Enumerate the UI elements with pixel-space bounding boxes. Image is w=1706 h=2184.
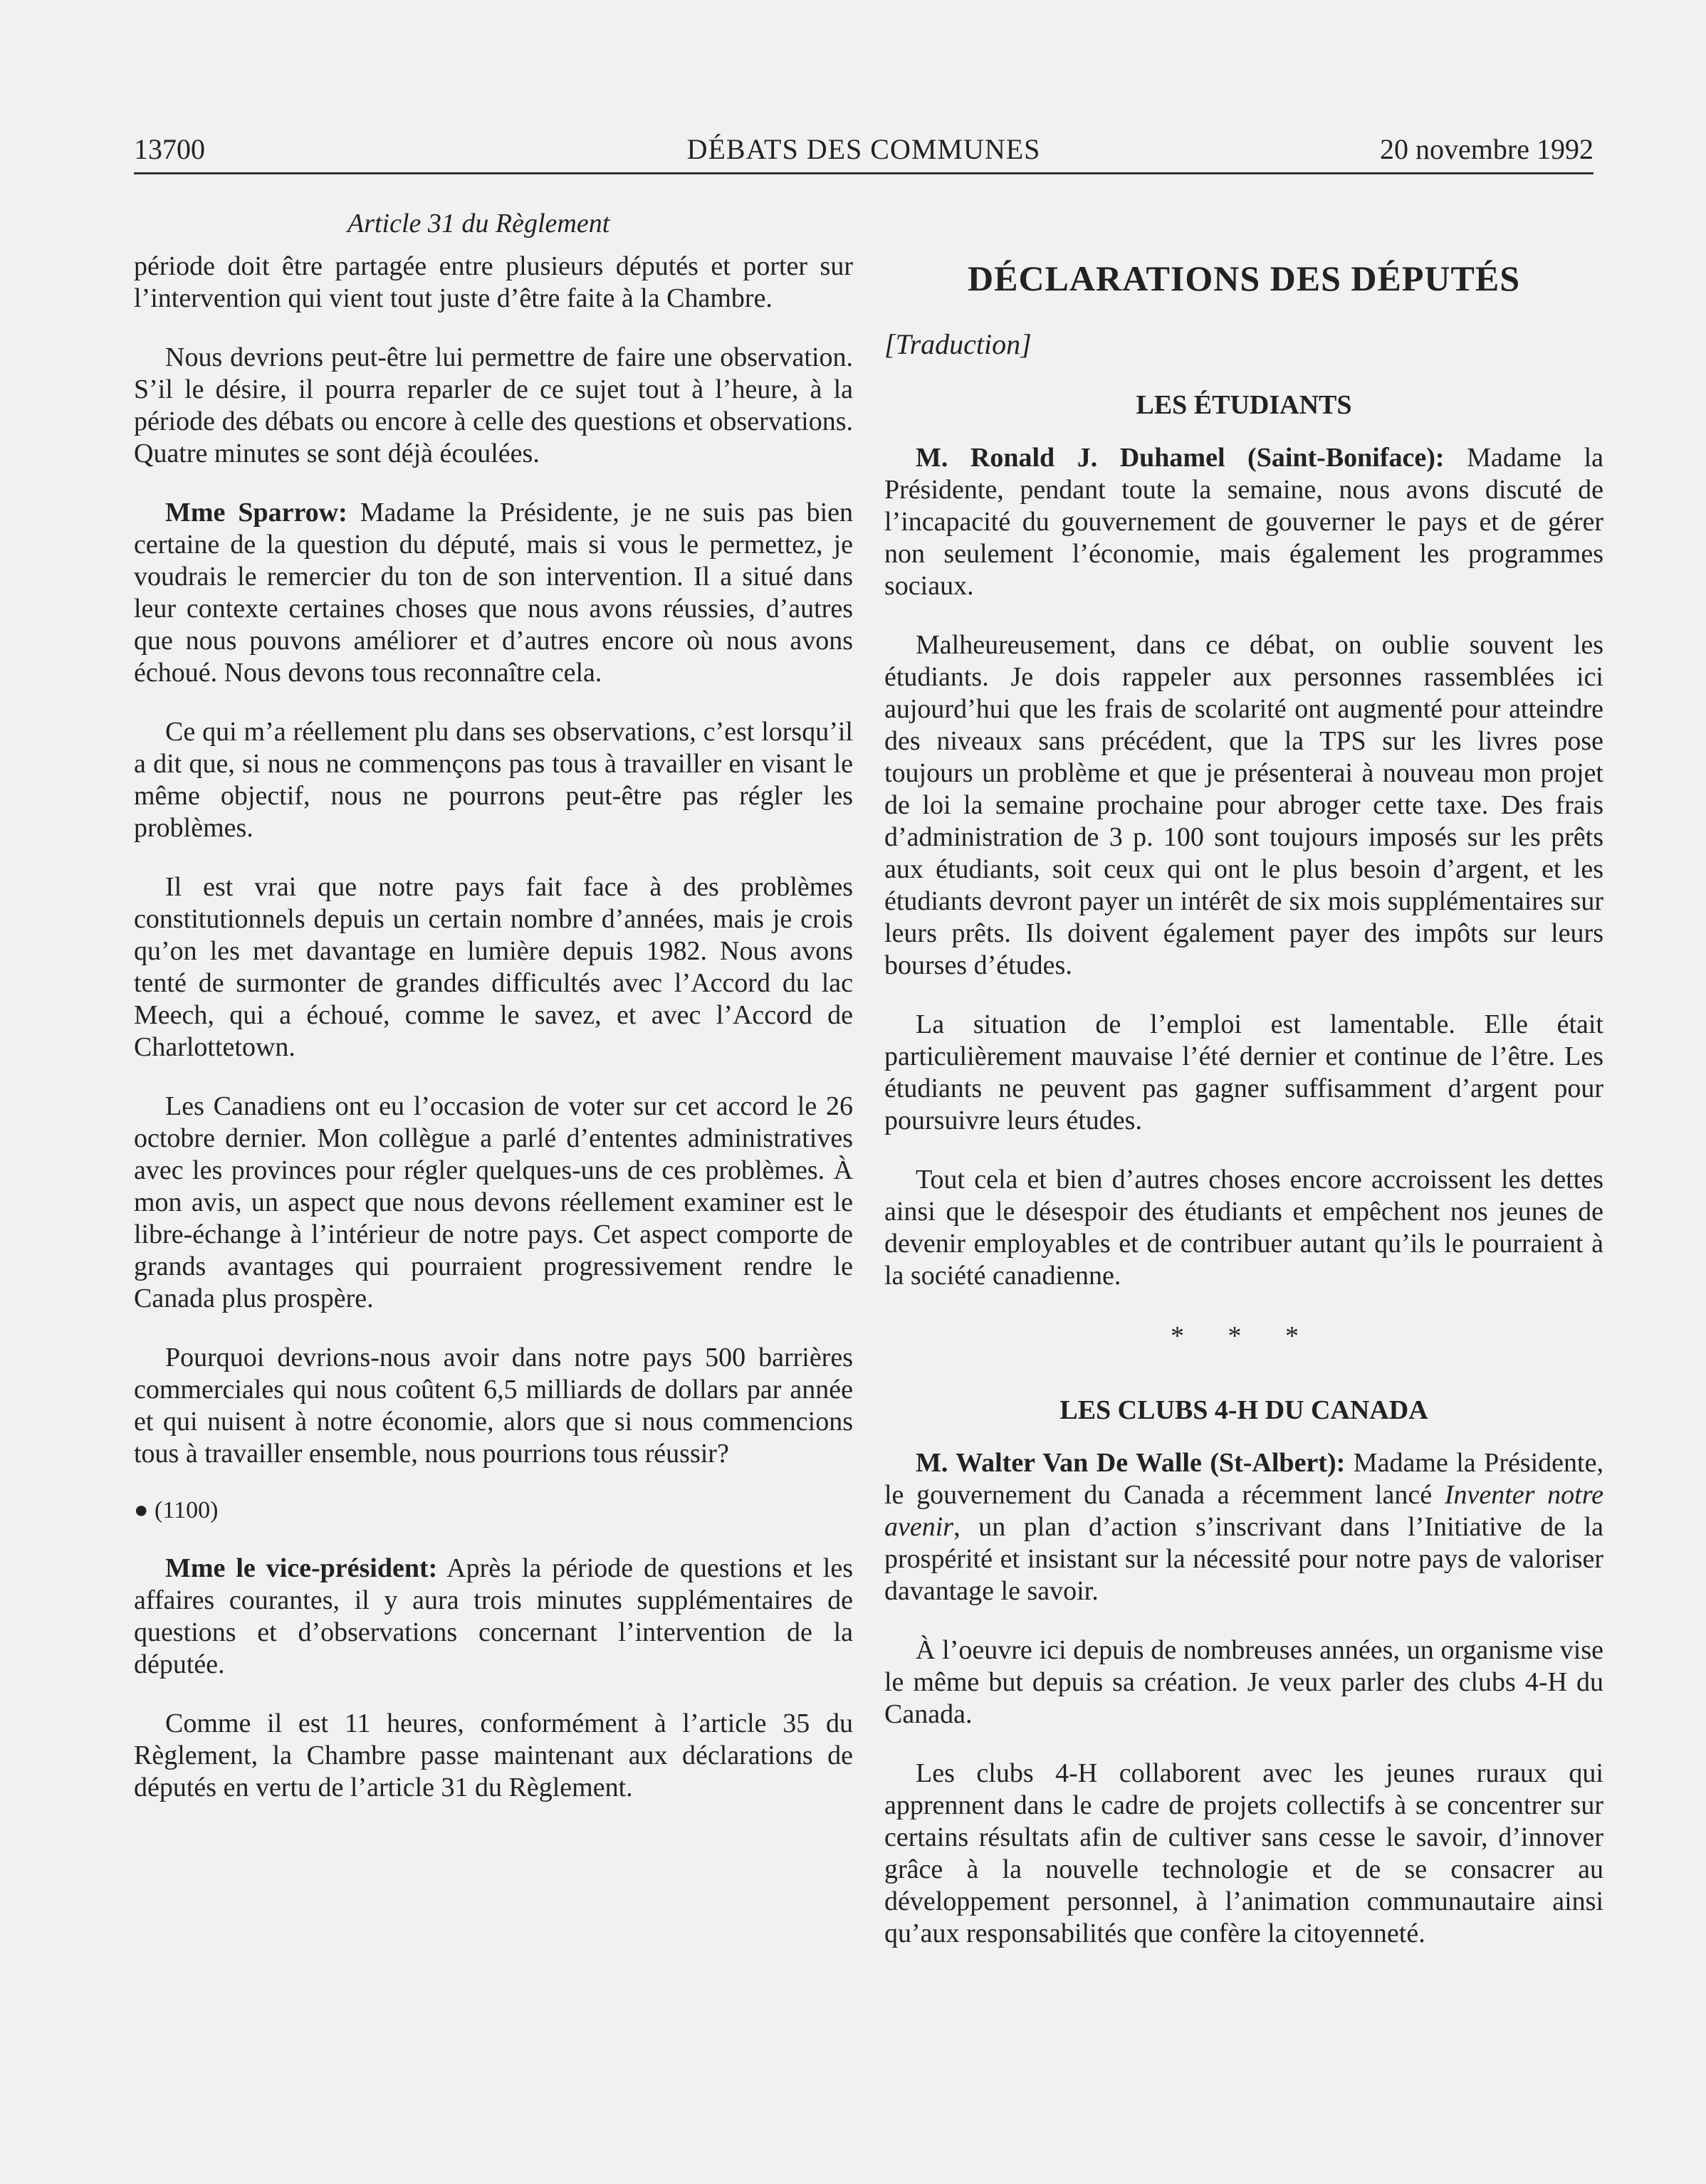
paragraph: Les clubs 4-H collaborent avec les jeunes ruraux qui apprennent dans le cadre de projets collectifs à se concentrer sur certains résultats afin de cultiver sans cesse le savoir, d’innover grâce à la nouvelle technologie et de se consacrer au développement personnel, à l’animation communautaire ainsi qu’aux responsabilités que confère la citoyenneté. xyxy=(884,1758,1603,1948)
section-subhead: Article 31 du Règlement xyxy=(347,209,610,238)
paragraph: À l’oeuvre ici depuis de nombreuses années, un organisme vise le même but depuis sa création. Je veux parler des clubs 4-H du Canada. xyxy=(884,1635,1603,1729)
speech-text: Madame la Présidente, je ne suis pas bien certaine de la question du député, mais si vous le permettez, je voudrais le remercier du ton de son intervention. Il a situé dans leur contexte certaines choses que nous avons réussies, d’autres que nous pouvons améliorer et d’autres encore où nous avons échoué. Nous devons tous reconnaître cela. xyxy=(134,498,853,688)
speech-text: Madame la Présidente, pendant toute la semaine, nous avons discuté de l’incapacité du gouvernement de gouverner le pays et de gérer non seulement l’économie, mais également les programmes sociaux. xyxy=(884,443,1603,601)
paragraph: Il est vrai que notre pays fait face à des problèmes constitutionnels depuis un certain nombre d’années, mais je crois qu’on les met davantage en lumière depuis 1982. Nous avons tenté de surmonter de grandes difficultés avec l’Accord du lac Meech, qui a échoué, comme le savez, et avec l’Accord de Charlottetown. xyxy=(134,872,853,1062)
speech-paragraph xyxy=(884,1447,1603,1607)
section-heading-students: LES ÉTUDIANTS xyxy=(1136,390,1352,420)
section-heading-4h: LES CLUBS 4-H DU CANADA xyxy=(1059,1395,1428,1425)
speech-text: Après la période de questions et les affaires courantes, il y aura trois minutes supplémentaires de questions et d’observations concernant l’intervention de la députée. xyxy=(134,1553,853,1679)
journal-title: DÉBATS DES COMMUNES xyxy=(686,133,1041,165)
paragraph: Comme il est 11 heures, conformément à l’article 35 du Règlement, la Chambre passe maintenant aux déclarations de députés en vertu de l’article 31 du Règlement. xyxy=(134,1708,853,1802)
speaker-name: M. Ronald J. Duhamel (Saint-Boniface): xyxy=(916,443,1445,473)
speech-text: Madame la Présidente, le gouvernement du Canada a récemment lancé xyxy=(884,1448,1603,1510)
translation-note: [Traduction] xyxy=(884,328,1032,360)
section-title-main: DÉCLARATIONS DES DÉPUTÉS xyxy=(967,258,1521,298)
page-number: 13700 xyxy=(134,133,205,165)
paragraph: La situation de l’emploi est lamentable. Elle était particulièrement mauvaise l’été dernier et continue de l’être. Les étudiants ne peuvent pas gagner suffisamment d’argent pour poursuivre leurs études. xyxy=(884,1009,1603,1135)
speaker-name: M. Walter Van De Walle (St-Albert): xyxy=(916,1448,1346,1478)
speaker-name: Mme le vice-président: xyxy=(165,1553,438,1583)
paragraph: période doit être partagée entre plusieurs députés et porter sur l’intervention qui vient tout juste d’être faite à la Chambre. xyxy=(134,251,853,313)
right-column xyxy=(884,201,1603,1977)
speech-text: , un plan d’action s’inscrivant dans l’Initiative de la prospérité et insistant sur la nécessité pour notre pays de valoriser davantage le savoir. xyxy=(884,1512,1603,1606)
paragraph: Pourquoi devrions-nous avoir dans notre pays 500 barrières commerciales qui nous coûtent 6,5 milliards de dollars par année et qui nuisent à notre économie, alors que si nous commencions tous à travailler ensemble, nous pourrions tous réussir? xyxy=(134,1343,853,1469)
paragraph: Malheureusement, dans ce débat, on oublie souvent les étudiants. Je dois rappeler aux personnes rassemblées ici aujourd’hui que les frais de scolarité ont augmenté pour atteindre des niveaux sans précédent, que la TPS sur les livres pose toujours un problème et que je présenterai à nouveau mon projet de loi la semaine prochaine pour abroger cette taxe. Des frais d’administration de 3 p. 100 sont toujours imposés sur les prêts aux étudiants, soit ceux qui ont le plus besoin d’argent, et les étudiants devront payer un intérêt de six mois supplémentaires sur leurs prêts. Ils doivent également payer des impôts sur leurs bourses d’études. xyxy=(884,630,1603,980)
paragraph: Ce qui m’a réellement plu dans ses observations, c’est lorsqu’il a dit que, si nous ne commençons pas tous à travailler en visant le même objectif, nous ne pourrons peut-être pas régler les problèmes. xyxy=(134,717,853,843)
paragraph: Tout cela et bien d’autres choses encore accroissent les dettes ainsi que le désespoir des étudiants et empêchent nos jeunes de devenir employables et de contribuer autant qu’ils le pourraient à la société canadienne. xyxy=(884,1165,1603,1291)
italic-title: Inventer notre avenir xyxy=(884,1480,1603,1542)
speech-paragraph xyxy=(134,497,853,689)
speaker-name: Mme Sparrow: xyxy=(165,498,347,527)
speech-paragraph xyxy=(884,442,1603,602)
paragraph: Nous devrions peut-être lui permettre de faire une observation. S’il le désire, il pourra reparler de ce sujet tout à l’heure, à la période des débats ou encore à celle des questions et observations. Quatre minutes se sont déjà écoulées. xyxy=(134,342,853,468)
section-separator: * * * xyxy=(1171,1321,1317,1351)
time-marker: ● (1100) xyxy=(134,1497,219,1523)
publication-date: 20 novembre 1992 xyxy=(1380,133,1594,165)
page-header xyxy=(134,127,1594,174)
left-column xyxy=(134,201,853,1831)
paragraph: Les Canadiens ont eu l’occasion de voter sur cet accord le 26 octobre dernier. Mon collègue a parlé d’ententes administratives avec les provinces pour régler quelques-uns de ces problèmes. À mon avis, un aspect que nous devons réellement examiner est le libre-échange à l’intérieur de notre pays. Cet aspect comporte de grands avantages qui pourraient progressivement rendre le Canada plus prospère. xyxy=(134,1091,853,1313)
speech-paragraph xyxy=(134,1553,853,1681)
